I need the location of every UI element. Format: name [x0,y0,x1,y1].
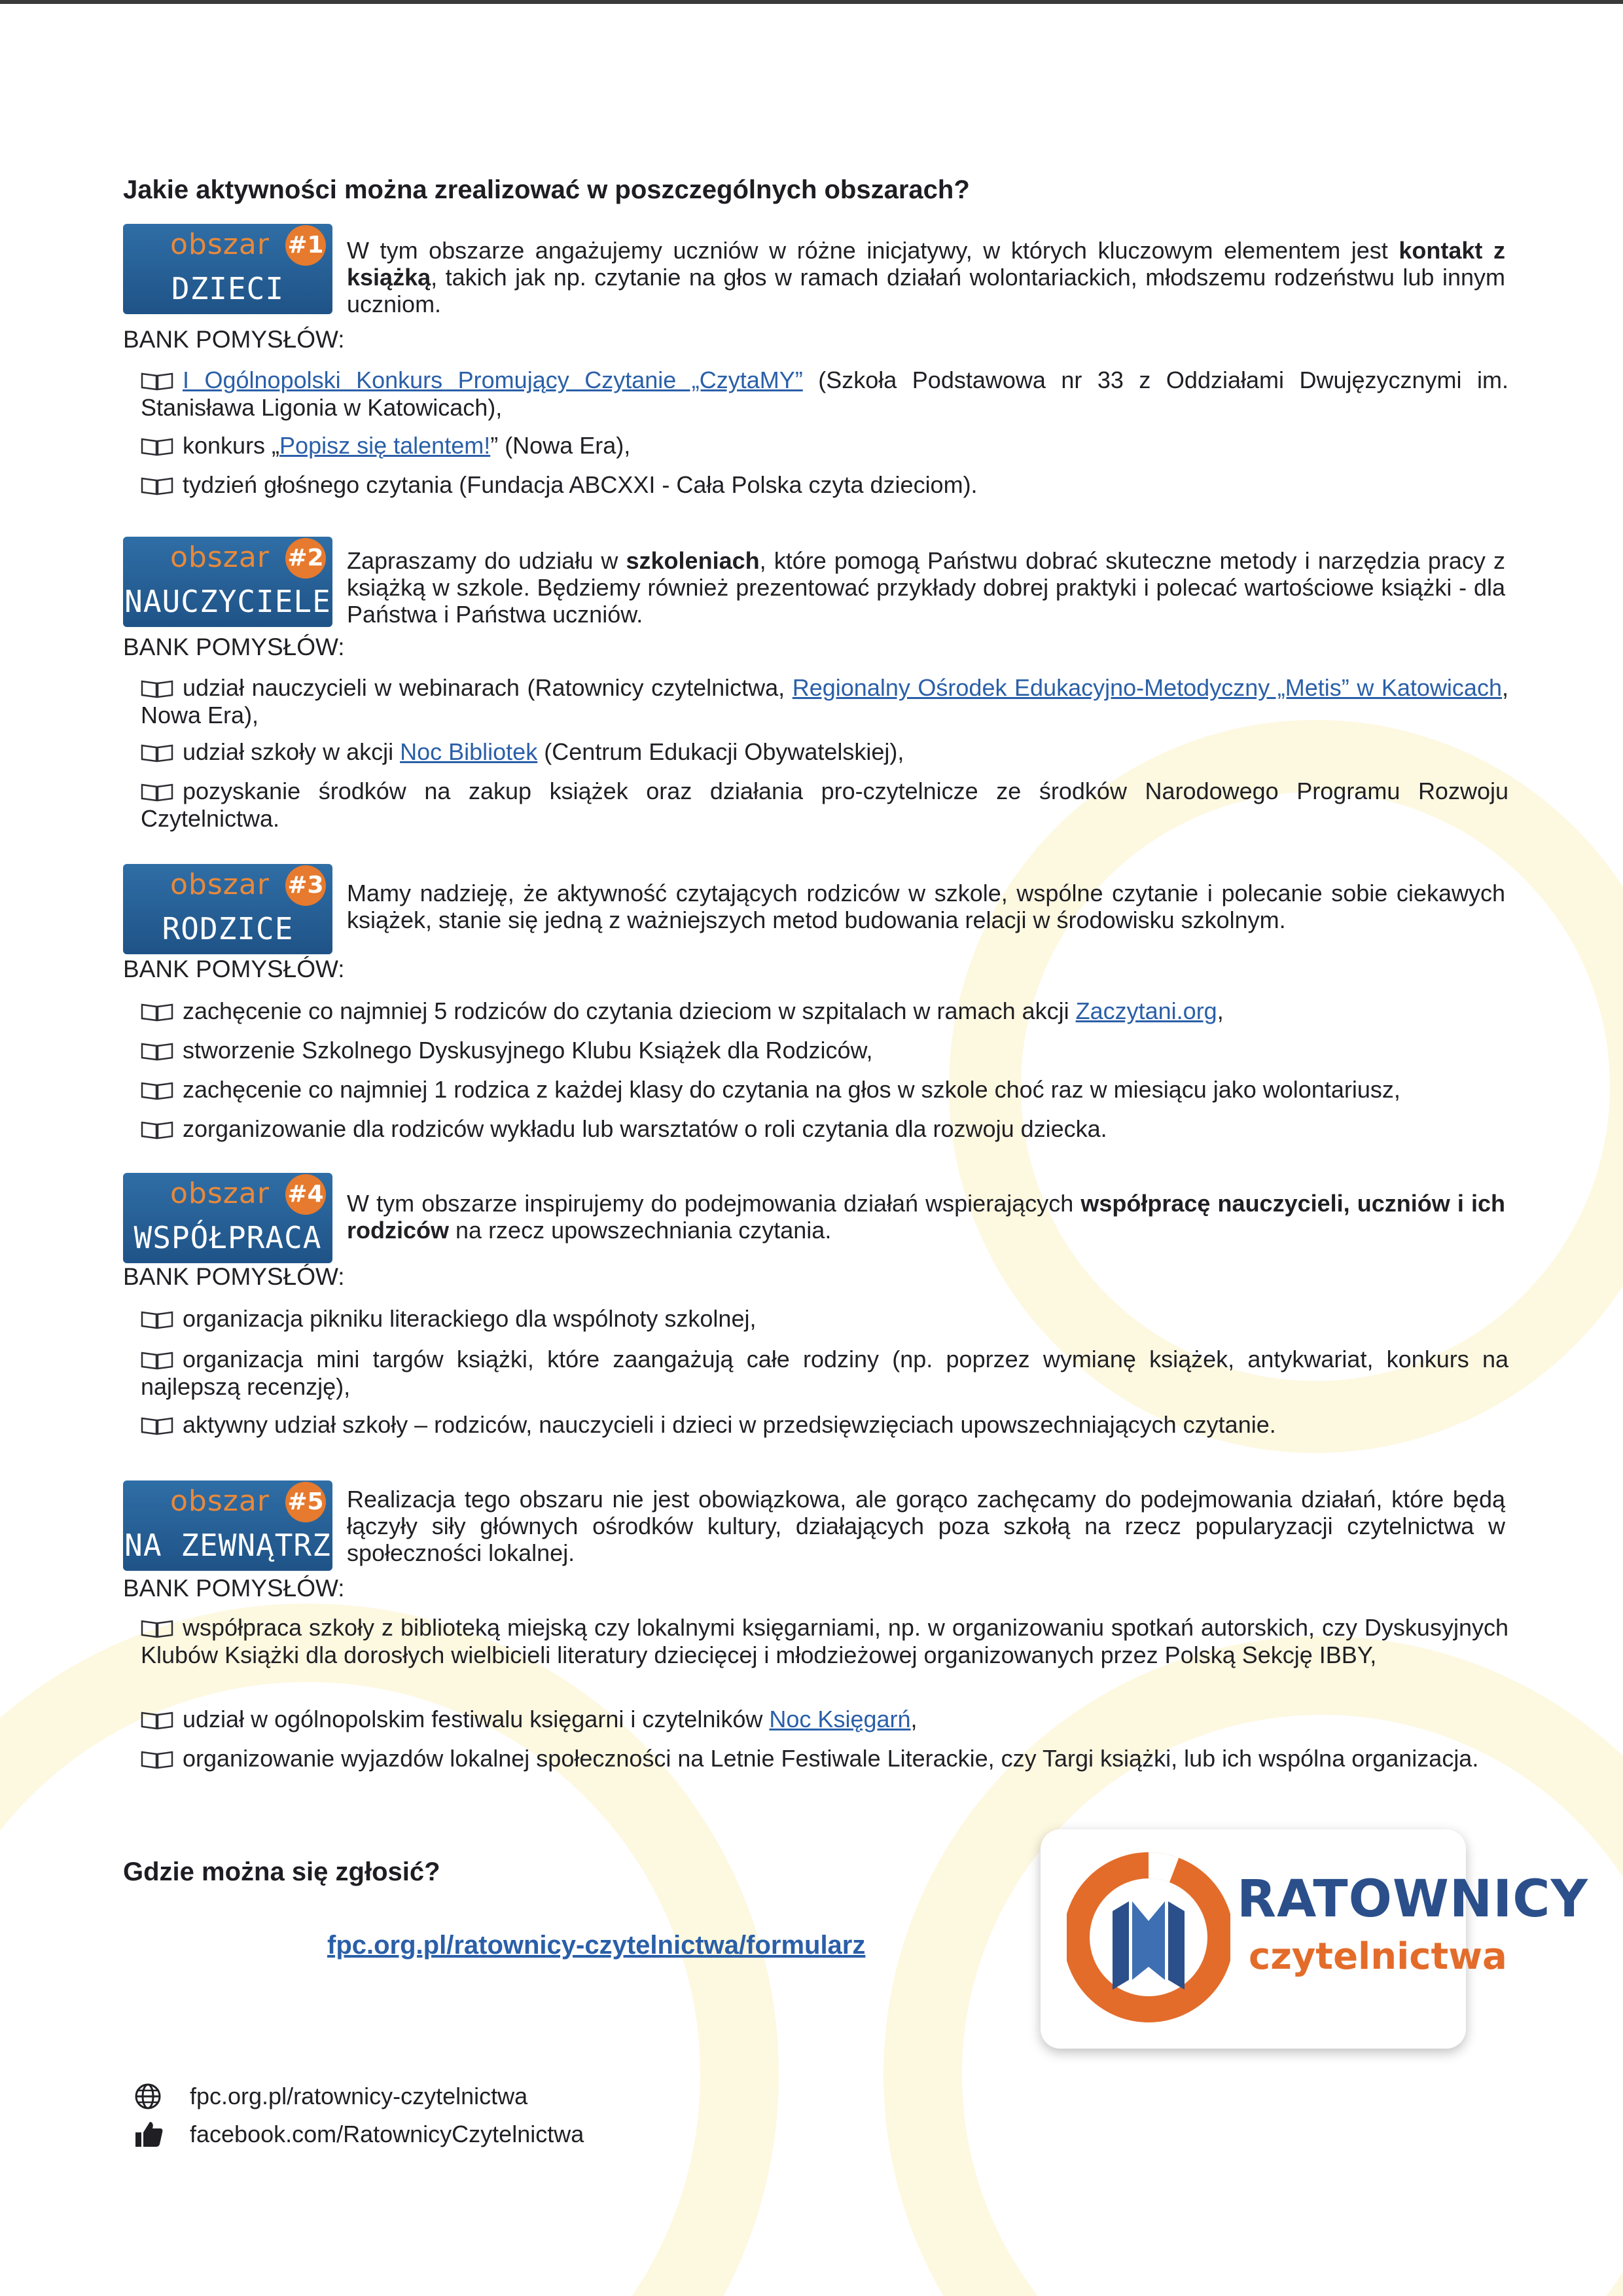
open-book-icon [141,1120,173,1139]
area-intro: Zapraszamy do udziału w szkoleniach, które pomogą Państwu dobrać skuteczne metody i narzędzia pracy z książką w szkole. Będziemy również prezentować przykłady dobrej praktyki i polecać wartościowe książki - dla Państwa i Państwa uczniów. [347,547,1505,628]
open-book-icon [141,1081,173,1100]
open-book-icon [141,476,173,495]
open-book-icon [141,371,173,391]
bank-label: BANK POMYSŁÓW: [123,326,345,353]
list-item: udział nauczycieli w webinarach (Ratownicy czytelnictwa, Regionalny Ośrodek Edukacyjno-Metodyczny „Metis” w Katowicach, Nowa Era), [141,674,1508,728]
bank-label: BANK POMYSŁÓW: [123,1575,345,1602]
list-item: organizacja mini targów książki, które zaangażują całe rodziny (np. poprzez wymianę książek, antykwariat, konkurs na najlepszą recenzję), [141,1346,1508,1400]
open-book-icon [141,1310,173,1329]
badge-area-name: RODZICE [162,911,294,946]
badge-area-name: NAUCZYCIELE [124,584,331,619]
badge-word: obszar [170,868,270,901]
badge-number: #4 [285,1174,326,1215]
list-item: zachęcenie co najmniej 1 rodzica z każdej klasy do czytania na głos w szkole choć raz w miesiącu jako wolontariusz, [141,1076,1508,1103]
link-zaczytani[interactable]: Zaczytani.org [1075,997,1217,1024]
badge-word: obszar [170,1484,270,1518]
globe-icon [134,2083,162,2110]
area-badge-na-zewnatrz [123,1480,332,1571]
link-noc-bibliotek[interactable]: Noc Bibliotek [400,738,538,765]
area-intro: Realizacja tego obszaru nie jest obowiązkowa, ale gorąco zachęcamy do podejmowania działań, które będą łączyły siły głównych ośrodków kultury, działających poza szkołą na rzecz popularyzacji czytelnictwa w społeczności lokalnej. [347,1486,1505,1566]
badge-number: #3 [285,865,326,906]
area-badge-dzieci [123,224,332,314]
badge-number: #1 [285,225,326,266]
open-book-icon [141,1041,173,1061]
badge-word: obszar [170,541,270,574]
bank-label: BANK POMYSŁÓW: [123,956,345,982]
badge-number: #5 [285,1482,326,1522]
ratownicy-logo [1041,1829,1588,2049]
list-item: udział szkoły w akcji Noc Bibliotek (Centrum Edukacji Obywatelskiej), [141,738,1508,766]
thumbs-up-icon [134,2121,163,2148]
open-book-icon [141,1749,173,1769]
form-link[interactable]: fpc.org.pl/ratownicy-czytelnictwa/formularz [327,1931,866,1960]
area-badge-rodzice [123,864,332,954]
list-item: I Ogólnopolski Konkurs Promujący Czytanie „CzytaMY” (Szkoła Podstawowa nr 33 z Oddziałami Dwujęzycznymi im. Stanisława Ligonia w Katowicach), [141,367,1508,421]
link-noc-ksiegarn[interactable]: Noc Księgarń [769,1706,911,1732]
open-book-icon [141,1002,173,1022]
logo-subtitle: czytelnictwa [1249,1935,1507,1978]
list-item: współpraca szkoły z biblioteką miejską czy lokalnymi księgarniami, np. w organizowaniu spotkań autorskich, czy Dyskusyjnych Klubów Książki dla dorosłych wielbicieli literatury dziecięcej i młodzieżowej organizowanych przez Polską Sekcję IBBY, [141,1614,1508,1668]
website-link[interactable]: fpc.org.pl/ratownicy-czytelnictwa [190,2083,528,2109]
list-item: udział w ogólnopolskim festiwalu księgarni i czytelników Noc Księgarń, [141,1706,1508,1733]
lifebuoy-logo-icon [1067,1849,1230,2026]
open-book-icon [141,1350,173,1370]
open-book-icon [141,437,173,456]
badge-number: #2 [285,538,326,579]
where-to-apply-heading: Gdzie można się zgłosić? [123,1857,440,1886]
area-badge-wspolpraca [123,1173,332,1263]
open-book-icon [141,1710,173,1730]
list-item: konkurs „Popisz się talentem!” (Nowa Era), [141,432,1508,459]
list-item: tydzień głośnego czytania (Fundacja ABCXXI - Cała Polska czyta dzieciom). [141,471,1508,499]
open-book-icon [141,743,173,762]
link-popisz-sie-talentem[interactable]: Popisz się talentem! [279,432,491,459]
list-item: stworzenie Szkolnego Dyskusyjnego Klubu Książek dla Rodziców, [141,1037,1508,1064]
badge-area-name: DZIECI [171,271,285,306]
open-book-icon [141,679,173,698]
list-item: zachęcenie co najmniej 5 rodziców do czytania dzieciom w szpitalach w ramach akcji Zaczytani.org, [141,997,1508,1025]
area-badge-nauczyciele [123,537,332,627]
area-intro: W tym obszarze inspirujemy do podejmowania działań wspierających współpracę nauczycieli, uczniów i ich rodziców na rzecz upowszechniania czytania. [347,1190,1506,1244]
area-intro: Mamy nadzieję, że aktywność czytających rodziców w szkole, wspólne czytanie i polecanie sobie ciekawych książek, stanie się jedną z ważniejszych metod budowania relacji w środowisku szkolnym. [347,880,1505,933]
badge-area-name: WSPÓŁPRACA [134,1220,322,1255]
badge-word: obszar [170,228,270,261]
link-metis[interactable]: Regionalny Ośrodek Edukacyjno-Metodyczny „Metis” w Katowicach [792,674,1502,701]
open-book-icon [141,782,173,802]
list-item: pozyskanie środków na zakup książek oraz działania pro-czytelnicze ze środków Narodowego Programu Rozwoju Czytelnictwa. [141,778,1508,832]
logo-title: RATOWNICY [1237,1870,1588,1929]
list-item: aktywny udział szkoły – rodziców, nauczycieli i dzieci w przedsięwzięciach upowszechniających czytanie. [141,1411,1508,1439]
badge-area-name: NA ZEWNĄTRZ [124,1528,331,1563]
facebook-link[interactable]: facebook.com/RatownicyCzytelnictwa [190,2121,584,2147]
link-czytamy[interactable]: I Ogólnopolski Konkurs Promujący Czytanie „CzytaMY” [183,367,803,393]
bank-label: BANK POMYSŁÓW: [123,634,345,660]
list-item: zorganizowanie dla rodziców wykładu lub warsztatów o roli czytania dla rozwoju dziecka. [141,1115,1508,1143]
open-book-icon [141,1416,173,1435]
bank-label: BANK POMYSŁÓW: [123,1263,345,1290]
scan-edge-line [0,0,1623,4]
open-book-icon [141,1619,173,1638]
list-item: organizowanie wyjazdów lokalnej społeczności na Letnie Festiwale Literackie, czy Targi książki, lub ich wspólna organizacja. [141,1745,1508,1772]
badge-word: obszar [170,1177,270,1210]
area-intro: W tym obszarze angażujemy uczniów w różne inicjatywy, w których kluczowym elementem jest kontakt z książką, takich jak np. czytanie na głos w ramach działań wolontariackich, młodszemu rodzeństwu lub innym uczniom. [347,237,1505,317]
page-heading: Jakie aktywności można zrealizować w poszczególnych obszarach? [123,175,970,204]
list-item: organizacja pikniku literackiego dla wspólnoty szkolnej, [141,1305,1508,1333]
